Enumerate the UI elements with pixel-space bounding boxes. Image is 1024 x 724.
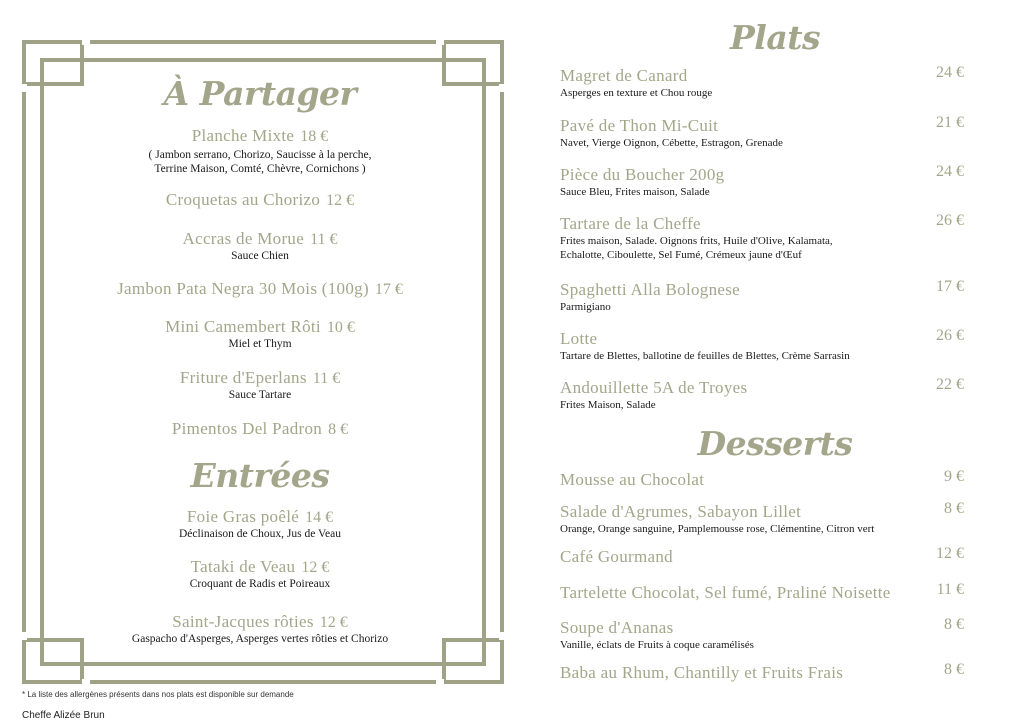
item-price: 22 € — [936, 376, 964, 393]
item-description: ( Jambon serrano, Chorizo, Saucisse à la perche, — [148, 149, 372, 161]
item-description-line2: Echalotte, Ciboulette, Sel Fumé, Crémeux jaune d'Œuf — [560, 249, 802, 261]
menu-item — [60, 612, 460, 646]
section-title-desserts: Desserts — [697, 424, 853, 463]
menu-item — [560, 663, 970, 683]
menu-item — [560, 470, 970, 490]
chef-signature: Cheffe Alizée Brun — [22, 710, 105, 721]
menu-item — [560, 378, 970, 412]
item-price: 10 € — [326, 319, 355, 336]
menu-item — [560, 583, 970, 603]
item-description: Frites maison, Salade. Oignons frits, Huile d'Olive, Kalamata, — [560, 235, 833, 247]
item-description: Croquant de Radis et Poireaux — [189, 578, 331, 590]
item-name: Pimentos Del Padron — [171, 419, 323, 438]
item-description: Sauce Bleu, Frites maison, Salade — [560, 186, 710, 198]
item-name: Magret de Canard — [560, 66, 688, 85]
item-price: 14 € — [305, 509, 334, 526]
item-name: Saint-Jacques rôties — [172, 612, 314, 631]
item-price: 26 € — [936, 327, 964, 344]
item-price: 8 € — [944, 616, 964, 633]
menu-item — [560, 618, 970, 652]
item-price: 12 € — [326, 192, 355, 209]
item-description: Vanille, éclats de Fruits à coque caramélisés — [560, 639, 754, 651]
item-name: Planche Mixte — [191, 126, 295, 145]
section-title-partager: À Partager — [163, 74, 357, 113]
item-name: Croquetas au Chorizo — [165, 190, 321, 209]
menu-item — [60, 229, 460, 263]
menu-item — [60, 507, 460, 541]
item-description: Navet, Vierge Oignon, Cébette, Estragon, Grenade — [560, 137, 783, 149]
allergen-footnote: * La liste des allergènes présents dans nos plats est disponible sur demande — [22, 690, 294, 699]
item-name: Pavé de Thon Mi-Cuit — [560, 116, 719, 135]
item-price: 11 € — [310, 231, 338, 248]
menu-item — [560, 116, 970, 150]
item-name: Soupe d'Ananas — [560, 618, 674, 637]
item-description: Sauce Chien — [231, 250, 289, 262]
menu-item — [560, 329, 970, 363]
item-name: Mousse au Chocolat — [560, 470, 705, 489]
item-name: Café Gourmand — [560, 547, 673, 566]
item-description: Déclinaison de Choux, Jus de Veau — [178, 528, 342, 540]
item-description: Sauce Tartare — [228, 389, 292, 401]
item-description: Frites Maison, Salade — [560, 399, 656, 411]
item-price: 26 € — [936, 212, 964, 229]
item-name: Lotte — [560, 329, 598, 348]
item-price: 12 € — [301, 559, 330, 576]
item-name: Baba au Rhum, Chantilly et Fruits Frais — [560, 663, 844, 682]
menu-item — [560, 214, 970, 262]
item-name: Tartelette Chocolat, Sel fumé, Praliné Noisette — [560, 583, 891, 602]
menu-item — [560, 165, 970, 199]
item-price: 24 € — [936, 64, 964, 81]
item-price: 18 € — [300, 128, 329, 145]
item-description: Miel et Thym — [228, 338, 292, 350]
item-description: Parmigiano — [560, 301, 611, 313]
item-description-line2: Terrine Maison, Comté, Chèvre, Cornichons ) — [154, 163, 366, 175]
item-price: 8 € — [328, 421, 349, 438]
section-title-plats: Plats — [729, 18, 821, 57]
item-name: Salade d'Agrumes, Sabayon Lillet — [560, 502, 802, 521]
menu-item — [60, 126, 460, 176]
menu-item — [60, 190, 460, 210]
item-price: 9 € — [944, 468, 964, 485]
menu-item — [60, 419, 460, 439]
item-name: Mini Camembert Rôti — [165, 317, 321, 336]
menu-item — [560, 66, 970, 100]
item-price: 12 € — [319, 614, 348, 631]
menu-item — [560, 280, 970, 314]
item-name: Tataki de Veau — [190, 557, 296, 576]
menu-item — [60, 317, 460, 351]
item-description: Gaspacho d'Asperges, Asperges vertes rôties et Chorizo — [131, 633, 389, 645]
item-description: Asperges en texture et Chou rouge — [560, 87, 713, 99]
item-price: 8 € — [944, 500, 964, 517]
item-name: Friture d'Eperlans — [179, 368, 307, 387]
item-price: 17 € — [936, 278, 964, 295]
item-price: 21 € — [936, 114, 964, 131]
item-name: Tartare de la Cheffe — [560, 214, 701, 233]
item-price: 11 € — [312, 370, 341, 387]
menu-item — [60, 557, 460, 591]
item-price: 24 € — [936, 163, 964, 180]
item-price: 8 € — [944, 661, 964, 678]
item-name: Foie Gras poêlé — [186, 507, 300, 526]
menu-item — [60, 368, 460, 402]
menu-item — [560, 502, 970, 536]
item-name: Pièce du Boucher 200g — [560, 165, 725, 184]
menu-item — [560, 547, 970, 567]
item-price: 11 € — [936, 581, 964, 598]
item-name: Jambon Pata Negra 30 Mois (100g) — [117, 279, 369, 298]
item-name: Spaghetti Alla Bolognese — [560, 280, 741, 299]
menu-item — [60, 279, 460, 299]
item-name: Andouillette 5A de Troyes — [560, 378, 748, 397]
section-title-entrees: Entrées — [190, 456, 330, 495]
item-description: Tartare de Blettes, ballotine de feuilles de Blettes, Crème Sarrasin — [560, 350, 850, 362]
item-name: Accras de Morue — [182, 229, 305, 248]
item-price: 12 € — [936, 545, 964, 562]
item-description: Orange, Orange sanguine, Pamplemousse rose, Clémentine, Citron vert — [560, 523, 875, 535]
item-price: 17 € — [374, 281, 403, 298]
